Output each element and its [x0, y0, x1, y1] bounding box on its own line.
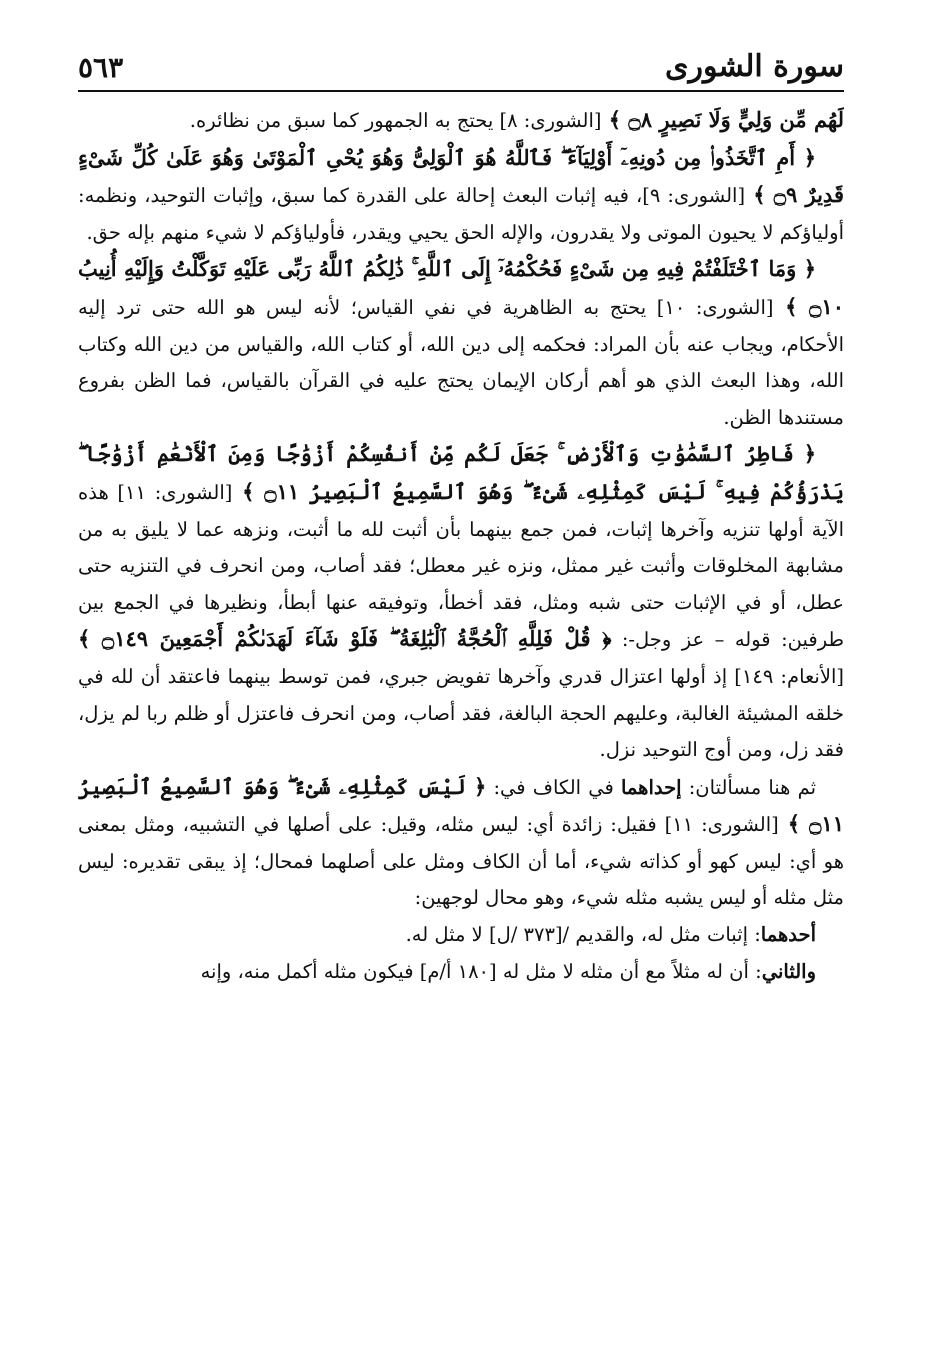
quran-verse: ﴿ قُلْ فَلِلَّهِ ٱلْحُجَّةُ ٱلْبَٰلِغَةُ ۖ فَلَوْ شَآءَ لَهَدَىٰكُمْ أَجْمَعِينَ ۝١٤٩ ﴾ — [78, 626, 612, 652]
commentary-text: [الشورى: ١٠] يحتج به الظاهرية في نفي القياس؛ لأنه ليس هو الله حتى ترد إليه الأحكام، ويجاب عنه بأن المراد: فحكمه إلى دين الله، أو كتاب الله، والقياس من دين الله وكتاب الله، وهذا البعث الذي هو أهم أركان الإيمان يحتج عليه في القرآن بالقياس، فما الظن بفروع مستندها الظن. — [78, 295, 844, 429]
paragraph — [78, 436, 844, 768]
commentary-text: : إثبات مثل له، والقديم /[٣٧٣ /ل] لا مثل له. — [405, 923, 761, 947]
quran-verse: لَهُم مِّن وَلِيٍّ وَلَا نَصِيرٍ ۝٨ ﴾ — [601, 107, 844, 132]
paragraph — [78, 251, 844, 436]
commentary-text: ثم هنا مسألتان: — [681, 775, 816, 799]
commentary-text: [الأنعام: ١٤٩] إذ أولها اعتزال قدري وآخرها تفويض جبري، فمن توسط بينهما فاعتقد أن لله في خلقه المشيئة الغالبة، وعليهم الحجة البالغة، فقد أصاب، ومن انحرف فاعتزل أو ظلم ربا لم يزل، فقد زل، ومن أوج التوحيد نزل. — [78, 664, 844, 762]
commentary-text: [الشورى: ٨] يحتج به الجمهور كما سبق من نظائره. — [189, 109, 602, 132]
commentary-text: في الكاف في: — [486, 775, 621, 799]
bold-term: إحداهما — [620, 775, 682, 799]
surah-title: سورة الشورى — [665, 49, 844, 84]
paragraph — [78, 954, 844, 991]
page-header — [78, 34, 844, 92]
paragraph — [78, 140, 844, 252]
quran-verse: ﴿ أَمِ ٱتَّخَذُوا۟ مِن دُونِهِۦٓ أَوْلِيَآءَ ۖ فَٱللَّهُ هُوَ ٱلْوَلِىُّ وَهُوَ يُحْىِ ٱلْمَوْتَىٰ وَهُوَ عَلَىٰ كُلِّ شَىْءٍ قَدِيرٌ ۝٩ ﴾ — [78, 144, 844, 208]
commentary-text: [الشورى: ١١] فقيل: زائدة أي: ليس مثله، وقيل: على أصلها في التشبيه، ومثل بمعنى هو أي: ليس كهو أو كذاته شيء، أما أن الكاف ومثل على أصلهما فمحال؛ إذ يبقى تقديره: ليس مثل مثله أو ليس يشبه مثله شيء، وهو محال لوجهين: — [78, 813, 844, 910]
bold-term: أحدهما — [760, 923, 816, 947]
bold-term: والثاني — [761, 959, 816, 983]
page-body — [78, 102, 844, 1304]
commentary-text: [الشورى: ١١] هذه الآية أولها تنزيه وآخرها إثبات، فمن جمع بينهما بأن أثبت لله ما أثبت، ونزهه عما لا يليق به من مشابهة المخلوقات وأثبت غير ممثل، ونزه غير معطل؛ فقد أصاب، ومن انحرف في التنزيه حتى عطل، أو في الإثبات حتى شبه ومثل، فقد أخطأ، وتوفيقه عنها أبطأ، ونظيرها في الجمع بين طرفين: قوله – عز وجل-: — [78, 480, 844, 652]
quran-verse: ﴿ وَمَا ٱخْتَلَفْتُمْ فِيهِ مِن شَىْءٍ فَحُكْمُهُۥٓ إِلَى ٱللَّهِ ۚ ذَٰلِكُمُ ٱللَّهُ رَبِّى عَلَيْهِ تَوَكَّلْتُ وَإِلَيْهِ أُنِيبُ ۝١٠ ﴾ — [78, 256, 844, 319]
quran-verse: ﴿ لَيْسَ كَمِثْلِهِۦ شَىْءٌ ۖ وَهُوَ ٱلسَّمِيعُ ٱلْبَصِيرُ ۝١١ ﴾ — [78, 773, 844, 837]
paragraph — [78, 769, 844, 917]
commentary-text: [الشورى: ٩]، فيه إثبات البعث إحالة على القدرة كما سبق، وإثبات التوحيد، ونظمه: أولياؤكم لا يحيون الموتى ولا يقدرون، والإله الحق يحيي ويقدر، فأولياؤكم لا شيء منهم بإله حق. — [78, 184, 844, 244]
page-number: ٥٦٣ — [78, 51, 124, 84]
quran-verse: ﴿ فَاطِرُ ٱلسَّمَٰوَٰتِ وَٱلْأَرْضِ ۚ جَعَلَ لَكُم مِّنْ أَنفُسِكُمْ أَزْوَٰجًا وَمِنَ ٱلْأَنْعَٰمِ أَزْوَٰجًا ۖ يَذْرَؤُكُمْ فِيهِ ۚ لَيْسَ كَمِثْلِهِۦ شَىْءٌ ۖ وَهُوَ ٱلسَّمِيعُ ٱلْبَصِيرُ ۝١١ ﴾ — [78, 441, 844, 504]
commentary-text: : أن له مثلاً مع أن مثله لا مثل له [١٨٠ أ/م] فيكون مثله أكمل منه، وإنه — [200, 959, 762, 983]
paragraph — [78, 917, 844, 954]
paragraph — [78, 102, 844, 140]
